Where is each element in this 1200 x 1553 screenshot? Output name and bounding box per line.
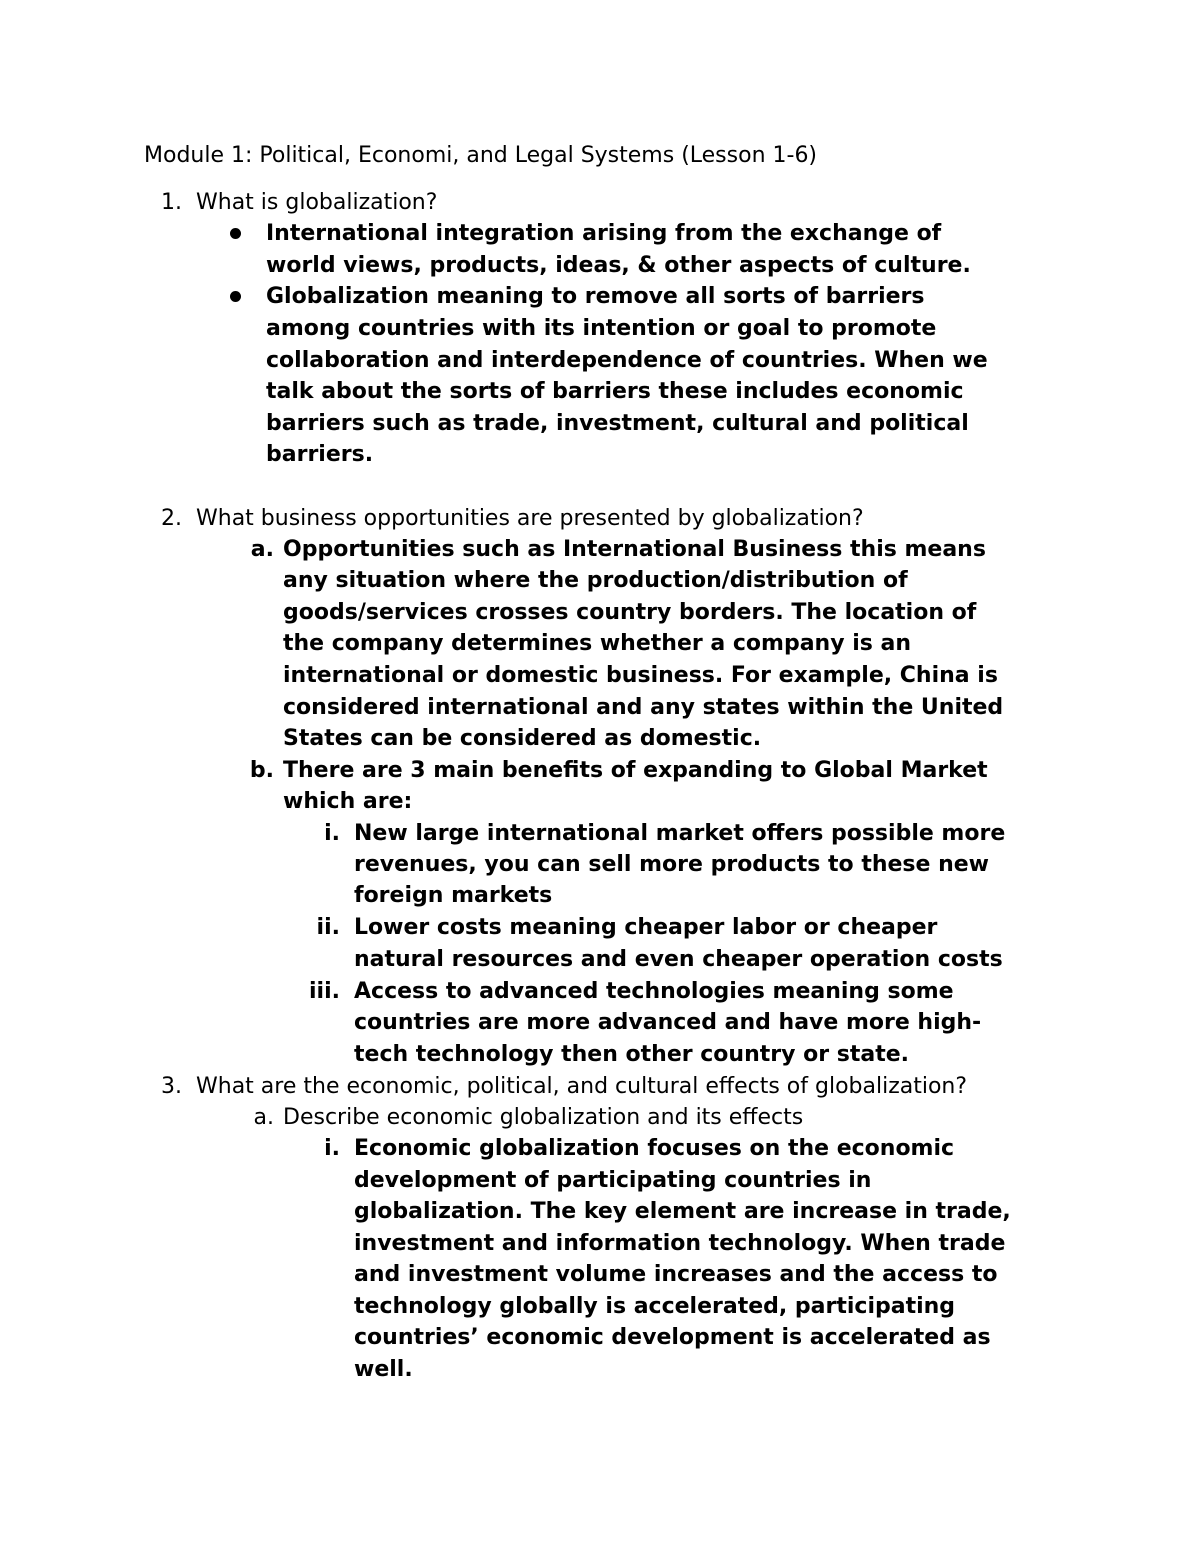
q2-i-line: revenues, you can sell more products to these new xyxy=(354,852,990,877)
q2-iii-line: Access to advanced technologies meaning some xyxy=(354,979,954,1004)
q1-bullet1-line: International integration arising from the exchange of xyxy=(266,221,942,246)
document-title: Module 1: Political, Economi, and Legal Systems (Lesson 1-6) xyxy=(144,143,818,168)
q3-i-line: Economic globalization focuses on the economic xyxy=(354,1136,955,1161)
q1-bullet2-line: barriers such as trade, investment, cultural and political xyxy=(266,411,969,436)
q3-i-line: technology globally is accelerated, participating xyxy=(354,1294,956,1319)
q2-b-line: which are: xyxy=(283,789,413,814)
q2-a-line: international or domestic business. For example, China is xyxy=(283,663,998,688)
q1-bullet2-line: collaboration and interdependence of countries. When we xyxy=(266,348,988,373)
q3-question: What are the economic, political, and cultural effects of globalization? xyxy=(196,1074,968,1099)
q2-ii-marker: ii. xyxy=(316,915,340,940)
q1-bullet2-line: talk about the sorts of barriers these includes economic xyxy=(266,379,964,404)
q2-ii-line: Lower costs meaning cheaper labor or cheaper xyxy=(354,915,938,940)
q3-a-marker: a. xyxy=(253,1105,274,1130)
q2-number: 2. xyxy=(161,506,182,531)
q2-a-line: the company determines whether a company is an xyxy=(283,631,912,656)
q3-i-line: well. xyxy=(354,1357,413,1382)
q2-iii-line: tech technology then other country or state. xyxy=(354,1042,909,1067)
q1-bullet2-line: among countries with its intention or goal to promote xyxy=(266,316,937,341)
q1-bullet2-line: barriers. xyxy=(266,442,374,467)
q2-a-line: any situation where the production/distribution of xyxy=(283,568,908,593)
q3-i-line: development of participating countries in xyxy=(354,1168,872,1193)
q2-ii-line: natural resources and even cheaper operation costs xyxy=(354,947,1003,972)
q2-a-line: goods/services crosses country borders. The location of xyxy=(283,600,977,625)
q2-b-line: There are 3 main benefits of expanding to Global Market xyxy=(283,758,988,783)
q3-i-line: globalization. The key element are increase in trade, xyxy=(354,1199,1011,1224)
q2-i-line: foreign markets xyxy=(354,883,553,908)
q1-number: 1. xyxy=(161,190,182,215)
q3-number: 3. xyxy=(161,1074,182,1099)
q2-i-marker: i. xyxy=(324,821,340,846)
bullet-icon xyxy=(230,291,241,302)
q2-iii-marker: iii. xyxy=(309,979,340,1004)
q3-i-line: countries’ economic development is accelerated as xyxy=(354,1325,991,1350)
q2-a-line: considered international and any states within the United xyxy=(283,695,1004,720)
q1-bullet2-line: Globalization meaning to remove all sorts of barriers xyxy=(266,284,925,309)
q2-question: What business opportunities are presented by globalization? xyxy=(196,506,864,531)
q2-iii-line: countries are more advanced and have more high- xyxy=(354,1010,982,1035)
q2-i-line: New large international market offers possible more xyxy=(354,821,1006,846)
q2-b-marker: b. xyxy=(249,758,274,783)
q2-a-line: Opportunities such as International Business this means xyxy=(283,537,986,562)
q3-i-line: investment and information technology. When trade xyxy=(354,1231,1006,1256)
q3-i-line: and investment volume increases and the access to xyxy=(354,1262,998,1287)
q1-question: What is globalization? xyxy=(196,190,438,215)
bullet-icon xyxy=(230,228,241,239)
q3-a-text: Describe economic globalization and its effects xyxy=(283,1105,804,1130)
q1-bullet1-line: world views, products, ideas, & other aspects of culture. xyxy=(266,253,971,278)
q3-i-marker: i. xyxy=(324,1136,340,1161)
q2-a-line: States can be considered as domestic. xyxy=(283,726,762,751)
q2-a-marker: a. xyxy=(250,537,274,562)
